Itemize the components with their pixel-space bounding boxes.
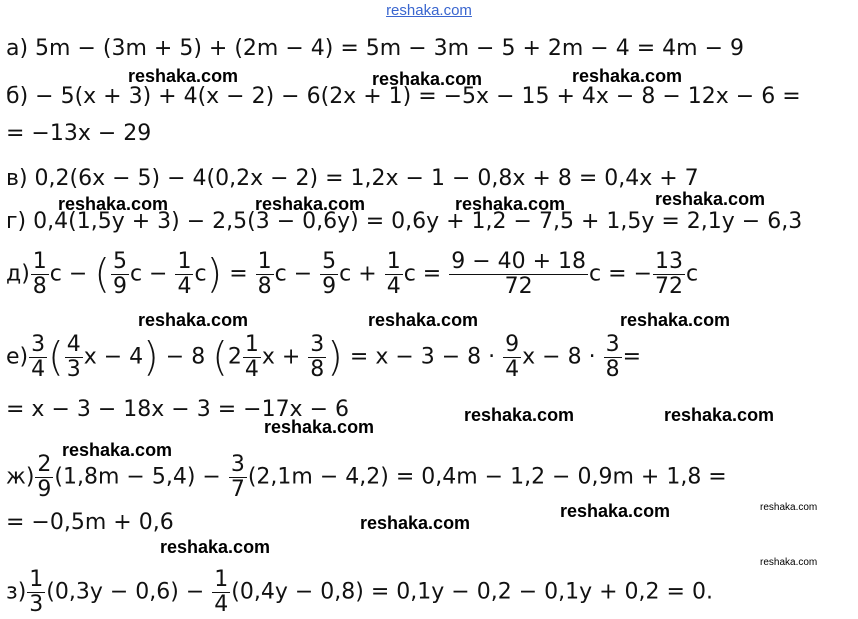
solution-line-z [6,568,713,617]
solution-line-e2: = x − 3 − 18x − 3 = −17x − 6 [6,397,349,422]
denominator: 8 [605,357,620,382]
numerator: 1 [257,249,272,274]
watermark: reshaka.com [655,189,766,209]
fraction [31,250,49,299]
denominator: 4 [177,274,192,299]
watermark: reshaka.com [372,69,483,89]
denominator: 72 [655,274,683,299]
watermark: reshaka.com [560,501,671,521]
term: = [622,344,642,370]
watermark: reshaka.com [760,557,818,568]
item-prefix: е) [6,344,29,370]
fraction [243,333,261,382]
denominator: 7 [230,477,245,502]
watermark: reshaka.com [62,440,173,460]
right-paren: ) [327,334,343,381]
denominator: 8 [257,274,272,299]
numerator: 3 [310,332,325,357]
watermark: reshaka.com [464,405,575,425]
term: c − [49,261,88,287]
watermark: reshaka.com [264,417,375,437]
solution-line-b2: = −13x − 29 [6,121,152,146]
fraction [65,333,83,382]
term: − 8 [165,344,206,370]
watermark: reshaka.com [664,405,775,425]
fraction [256,250,274,299]
fraction [449,250,588,299]
term: (2,1m − 4,2) = 0,4m − 1,2 − 0,9m + 1,8 = [247,464,727,490]
numerator: 3 [31,332,46,357]
denominator: 3 [29,592,44,617]
right-paren: ) [206,251,223,298]
denominator: 9 [322,274,337,299]
numerator: 1 [32,249,47,274]
watermark: reshaka.com [128,66,239,86]
term: (0,3y − 0,6) − [46,579,205,605]
fraction [27,568,45,617]
fraction [385,250,403,299]
fraction [29,333,47,382]
fraction [320,250,338,299]
numerator: 9 [505,332,520,357]
fraction [653,250,685,299]
numerator: 1 [214,567,229,592]
solution-line-d [6,250,698,299]
left-paren: ( [94,251,110,298]
numerator: 9 − 40 + 18 [451,249,587,274]
numerator: 1 [29,567,44,592]
equals: = [229,261,248,287]
numerator: 3 [230,452,245,477]
item-prefix: д) [6,261,30,287]
denominator: 4 [244,357,259,382]
fraction [604,333,622,382]
term: x + [261,344,301,370]
whole-part: 2 [227,344,242,370]
numerator: 5 [112,249,127,274]
numerator: 1 [386,249,401,274]
term: = x − 3 − 8 · [349,344,496,370]
left-paren: ( [212,334,228,381]
watermark: reshaka.com [760,502,818,513]
term: c [194,261,207,287]
term: c − [129,261,168,287]
right-paren: ) [143,334,159,381]
term: c + [339,261,377,287]
numerator: 1 [244,332,259,357]
numerator: 4 [66,332,81,357]
term: c [686,261,699,287]
term: c = − [589,261,652,287]
watermark: reshaka.com [138,310,249,330]
numerator: 2 [37,452,52,477]
solution-line-zh2: = −0,5m + 0,6 [6,510,174,535]
fraction [229,453,247,502]
denominator: 4 [31,357,46,382]
term: x − 4 [83,344,144,370]
watermark: reshaka.com [368,310,479,330]
fraction [35,453,53,502]
term: (0,4y − 0,8) = 0,1y − 0,2 − 0,1y + 0,2 = 0. [231,579,713,605]
solution-line-b1: б) − 5(x + 3) + 4(x − 2) − 6(2x + 1) = −5x − 15 + 4x − 8 − 12x − 6 = [6,84,801,109]
watermark: reshaka.com [160,537,271,557]
denominator: 4 [505,357,520,382]
item-prefix: з) [6,579,27,605]
header-watermark-link[interactable]: reshaka.com [386,2,472,19]
fraction [175,250,193,299]
watermark: reshaka.com [572,66,683,86]
denominator: 4 [214,592,229,617]
watermark: reshaka.com [360,513,471,533]
denominator: 3 [66,357,81,382]
solution-line-g: г) 0,4(1,5y + 3) − 2,5(3 − 0,6y) = 0,6y + 1,2 − 7,5 + 1,5y = 2,1y − 6,3 [6,209,803,234]
solution-line-v: в) 0,2(6x − 5) − 4(0,2x − 2) = 1,2x − 1 − 0,8x + 8 = 0,4x + 7 [6,166,699,191]
watermark: reshaka.com [58,194,169,214]
left-paren: ( [48,334,64,381]
fraction [111,250,129,299]
denominator: 4 [386,274,401,299]
watermark: reshaka.com [620,310,731,330]
denominator: 72 [449,274,588,299]
fraction [308,333,326,382]
solution-line-e1 [6,333,641,382]
denominator: 8 [32,274,47,299]
solution-line-a: а) 5m − (3m + 5) + (2m − 4) = 5m − 3m − 5 + 2m − 4 = 4m − 9 [6,36,744,61]
fraction [503,333,521,382]
denominator: 9 [112,274,127,299]
numerator: 13 [655,249,683,274]
term: (1,8m − 5,4) − [54,464,221,490]
item-prefix: ж) [6,464,35,490]
term: c = [403,261,442,287]
numerator: 1 [177,249,192,274]
denominator: 8 [310,357,325,382]
watermark: reshaka.com [455,194,566,214]
term: c − [274,261,313,287]
numerator: 5 [322,249,337,274]
term: x − 8 · [522,344,596,370]
watermark: reshaka.com [255,194,366,214]
fraction [212,568,230,617]
denominator: 9 [37,477,52,502]
numerator: 3 [605,332,620,357]
